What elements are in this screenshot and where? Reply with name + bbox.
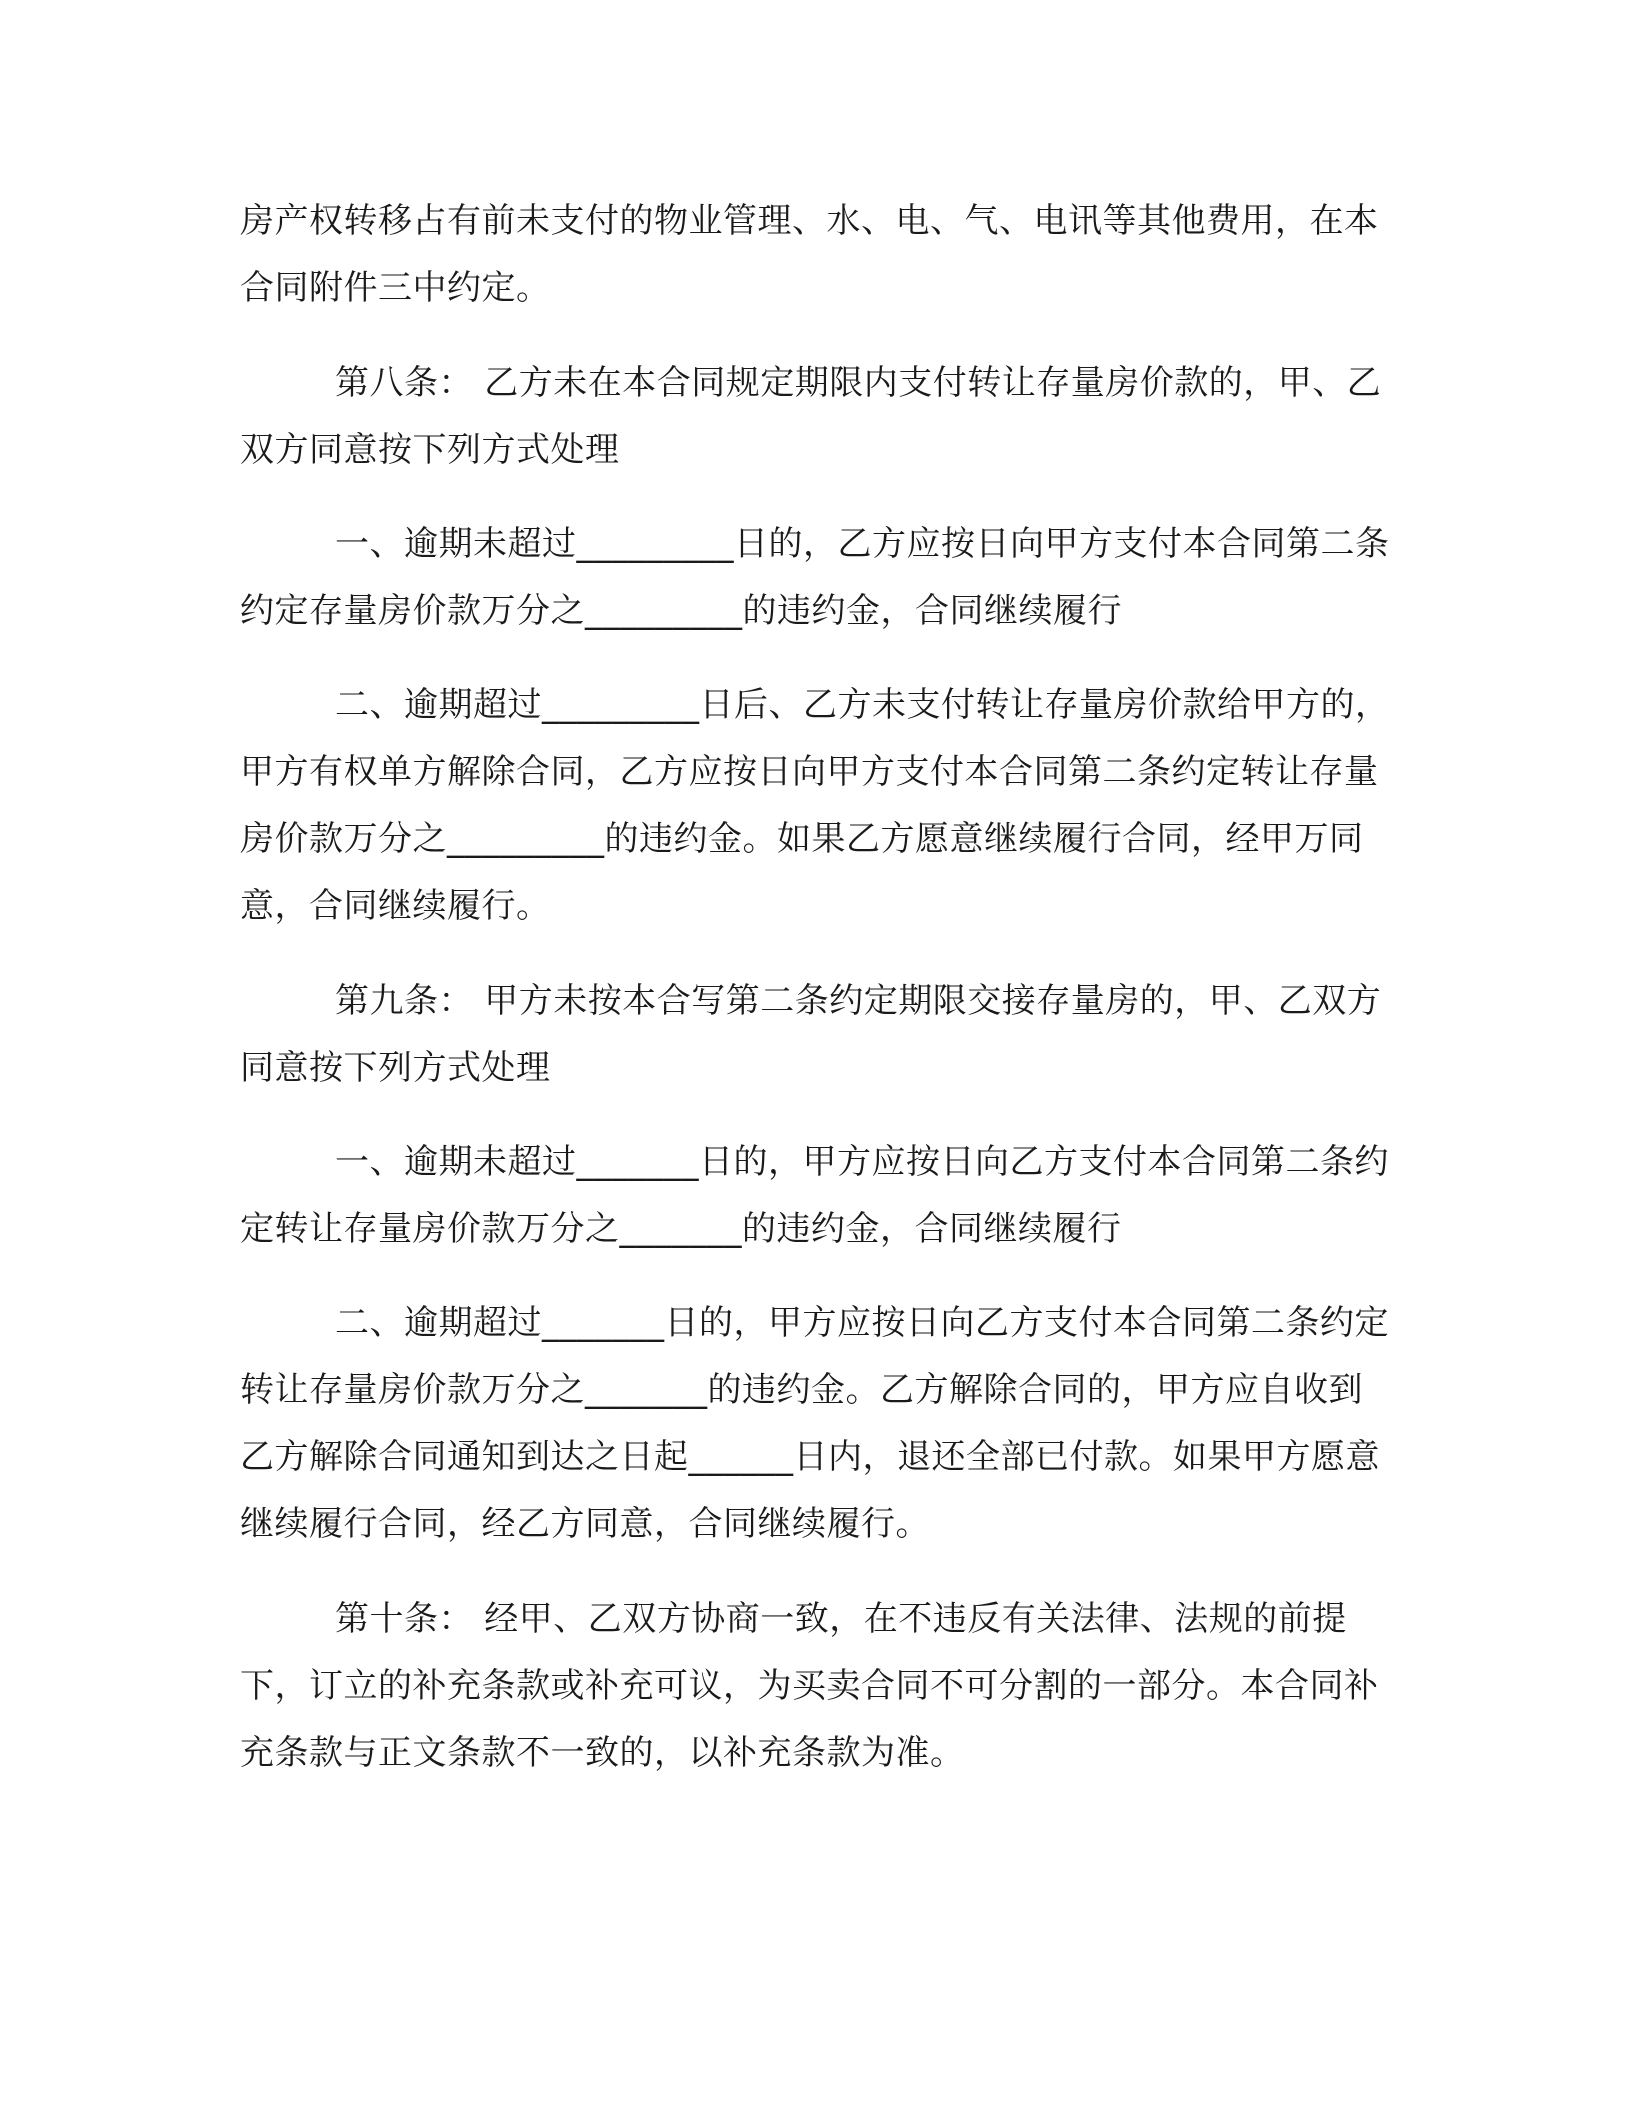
article-8-clause-1: 一、逾期未超过_________日的，乙方应按日向甲方支付本合同第二条约定存量房价款万分之_________的违约金，合同继续履行 xyxy=(240,524,1390,631)
article-9-clause-2: 二、逾期超过_______日的，甲方应按日向乙方支付本合同第二条约定转让存量房价款万分之_______的违约金。乙方解除合同的，甲方应自收到乙方解除合同通知到达之日起______日内，退还全部已付款。如果甲方愿意继续履行合同，经乙方同意，合同继续履行。 xyxy=(240,1303,1389,1544)
article-10: 第十条： 经甲、乙双方协商一致，在不违反有关法律、法规的前提下，订立的补充条款或补充可议，为买卖合同不可分割的一部分。本合同补充条款与正文条款不一致的，以补充条款为准。 xyxy=(240,1599,1379,1773)
document-body xyxy=(240,188,1390,1787)
paragraph-fees-continuation: 房产权转移占有前未支付的物业管理、水、电、气、电讯等其他费用，在本合同附件三中约定。 xyxy=(240,201,1379,308)
article-8-clause-2: 二、逾期超过_________日后、乙方未支付转让存量房价款给甲方的，甲方有权单方解除合同，乙方应按日向甲方支付本合同第二条约定转让存量房价款万分之_________的违约金。如果乙方愿意继续履行合同，经甲万同意，合同继续履行。 xyxy=(240,685,1390,926)
article-9-heading: 第九条： 甲方未按本合写第二条约定期限交接存量房的，甲、乙双方同意按下列方式处理 xyxy=(240,981,1382,1088)
article-9-clause-1: 一、逾期未超过_______日的，甲方应按日向乙方支付本合同第二条约定转让存量房价款万分之_______的违约金，合同继续履行 xyxy=(240,1142,1389,1249)
article-8-heading: 第八条： 乙方未在本合同规定期限内支付转让存量房价款的，甲、乙双方同意按下列方式处理 xyxy=(240,363,1382,470)
